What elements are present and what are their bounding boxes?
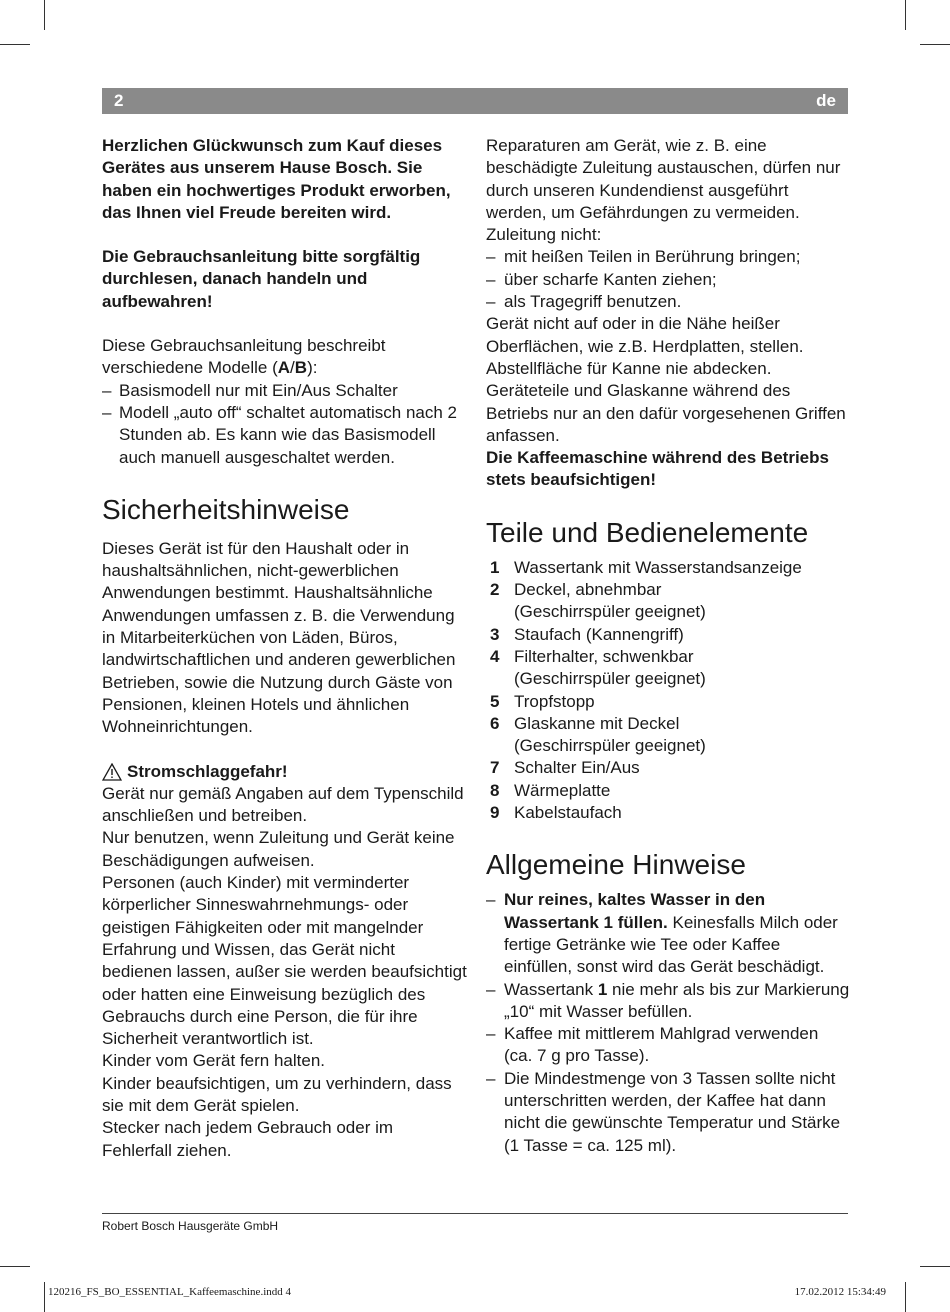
left-column <box>102 135 467 1162</box>
general-item <box>486 889 851 978</box>
safety-heading: Sicherheitshinweise <box>102 493 350 525</box>
warning-title <box>102 761 467 783</box>
parts-label: Tropfstopp <box>514 691 595 711</box>
safety-text: Dieses Gerät ist für den Haushalt oder in haushaltsähnlichen, nicht-gewerblichen Anwendungen bestimmt. Haushaltsähnliche Anwendungen umfassen z. B. die Verwendung in Mitarbeiterküchen von Läden, Büros, landwirtschaftlichen und anderen gewerblichen Betrieben, sowie die Nutzung durch Gäste von Pensionen, kleinen Hotels und ähnlichen Wohneinrichtungen. <box>102 538 456 737</box>
parts-label: Deckel, abnehmbar (Geschirrspüler geeignet) <box>514 580 706 622</box>
parts-label: Wassertank mit Wasserstandsanzeige <box>514 557 802 577</box>
warning-title-text: Stromschlaggefahr! <box>127 761 288 781</box>
parts-label: Glaskanne mit Deckel (Geschirrspüler geeignet) <box>514 713 706 756</box>
crop-mark <box>0 44 30 45</box>
parts-item <box>486 646 851 691</box>
parts-item <box>486 579 851 624</box>
print-slug-date: 17.02.2012 15:34:49 <box>794 1286 886 1298</box>
page-number: 2 <box>114 91 124 110</box>
supervise-warning: Die Kaffeemaschine während des Betriebs stets beaufsichtigen! <box>486 448 829 490</box>
crop-mark <box>920 1266 950 1267</box>
parts-label: Schalter Ein/Aus <box>514 758 640 778</box>
list-item: – Modell „auto off“ schaltet automatisch nach 2 Stunden ab. Es kann wie das Basismodell auch manuell ausgeschaltet werden. <box>102 402 467 469</box>
models-intro <box>102 335 467 380</box>
general-item-bold: Nur reines, kaltes Wasser in den Wassertank 1 füllen. <box>504 890 766 932</box>
footer-divider <box>102 1213 848 1214</box>
parts-number: 1 <box>490 557 500 577</box>
parts-number: 2 <box>490 580 500 600</box>
warning-line: Personen (auch Kinder) mit verminderter körperlicher Sinneswahrnehmungs- oder geistigen Fähigkeiten oder mit mangelnder Erfahrung und Wissen, das Gerät nicht bedienen lassen, außer sie werden beaufsichtigt oder hatten eine Einweisung bezüglich des Gebrauchs durch eine Person, die für ihre Sicherheit verantwortlich ist. <box>102 873 467 1049</box>
general-item-text: nie mehr als bis zur Markierung „10“ mit Wasser befüllen. <box>504 979 850 1021</box>
parts-number: 3 <box>490 624 500 644</box>
parts-item <box>486 780 851 802</box>
crop-mark <box>905 0 906 30</box>
list-item: – als Tragegriff benutzen. <box>486 291 851 313</box>
intro-congrats: Herzlichen Glückwunsch zum Kauf dieses Gerätes aus unserem Hause Bosch. Sie haben ein hochwertiges Produkt erworben, das Ihnen viel Freude bereiten wird. <box>102 136 451 222</box>
parts-number: 5 <box>490 691 500 711</box>
parts-label: Wärmeplatte <box>514 780 611 800</box>
parts-number: 8 <box>490 780 500 800</box>
page-header-bar <box>102 88 848 114</box>
parts-number: 4 <box>490 646 500 666</box>
warning-line: Stecker nach jedem Gebrauch oder im Fehlerfall ziehen. <box>102 1118 394 1160</box>
parts-item <box>486 757 851 779</box>
right-column <box>486 135 851 1157</box>
list-item: – über scharfe Kanten ziehen; <box>486 269 851 291</box>
parts-number: 6 <box>490 713 500 733</box>
model-b-label: B <box>294 358 308 378</box>
parts-label: Filterhalter, schwenkbar (Geschirrspüler geeignet) <box>514 646 706 689</box>
crop-mark <box>44 0 45 30</box>
parts-number: 9 <box>490 803 500 823</box>
repair-text: Reparaturen am Gerät, wie z. B. eine beschädigte Zuleitung austauschen, dürfen nur durch unseren Kundendienst ausgeführt werden, um Gefährdungen zu vermeiden. <box>486 136 841 222</box>
parts-item <box>486 557 851 579</box>
parts-item <box>486 691 851 713</box>
parts-item <box>486 713 851 758</box>
parts-item <box>486 802 851 824</box>
parts-label: Staufach (Kannengriff) <box>514 624 684 644</box>
general-item: – Die Mindestmenge von 3 Tassen sollte nicht unterschritten werden, der Kaffee hat dann nicht die gewünschte Temperatur und Stärke (1 Tasse = ca. 125 ml). <box>486 1068 851 1157</box>
crop-mark <box>905 1282 906 1312</box>
general-item-text: Keinesfalls Milch oder fertige Getränke wie Tee oder Kaffee einfüllen, sonst wird das Gerät beschädigt. <box>504 912 838 977</box>
crop-mark <box>0 1266 30 1267</box>
cover-text: Abstellfläche für Kanne nie abdecken. <box>486 358 772 378</box>
surface-text: Gerät nicht auf oder in die Nähe heißer Oberflächen, wie z.B. Herdplatten, stellen. <box>486 314 804 356</box>
list-item: – mit heißen Teilen in Berührung bringen; <box>486 246 851 268</box>
general-item-ref: 1 <box>597 979 608 999</box>
print-slug-file: 120216_FS_BO_ESSENTIAL_Kaffeemaschine.indd 4 <box>48 1286 291 1298</box>
language-code: de <box>816 91 836 110</box>
cable-intro: Zuleitung nicht: <box>486 225 602 245</box>
models-intro-end: ): <box>307 358 318 378</box>
grip-text: Geräteteile und Glaskanne während des Betriebs nur an den dafür vorgesehenen Griffen anfassen. <box>486 381 846 445</box>
general-item: – Kaffee mit mittlerem Mahlgrad verwenden (ca. 7 g pro Tasse). <box>486 1023 851 1068</box>
warning-line: Gerät nur gemäß Angaben auf dem Typenschild anschließen und betreiben. <box>102 783 464 826</box>
warning-line: Kinder vom Gerät fern halten. <box>102 1051 326 1071</box>
list-item: – Basismodell nur mit Ein/Aus Schalter <box>102 380 467 402</box>
general-heading: Allgemeine Hinweise <box>486 849 746 881</box>
parts-item <box>486 624 851 646</box>
footer-company: Robert Bosch Hausgeräte GmbH <box>102 1219 279 1233</box>
crop-mark <box>920 44 950 45</box>
warning-triangle-icon <box>102 763 122 781</box>
models-intro-text: Diese Gebrauchsanleitung beschreibt verschiedene Modelle ( <box>102 336 386 378</box>
parts-label: Kabelstaufach <box>514 803 622 823</box>
intro-read-manual: Die Gebrauchsanleitung bitte sorgfältig durchlesen, danach handeln und aufbewahren! <box>102 247 421 311</box>
warning-line: Nur benutzen, wenn Zuleitung und Gerät keine Beschädigungen aufweisen. <box>102 828 455 870</box>
crop-mark <box>44 1282 45 1312</box>
general-item <box>486 979 851 1024</box>
general-item-text: Wassertank <box>504 979 598 999</box>
warning-line: Kinder beaufsichtigen, um zu verhindern, dass sie mit dem Gerät spielen. <box>102 1073 452 1115</box>
model-a-label: A <box>277 358 291 378</box>
parts-number: 7 <box>490 758 500 778</box>
models-slash: / <box>290 358 295 378</box>
parts-heading: Teile und Bedienelemente <box>486 516 809 548</box>
